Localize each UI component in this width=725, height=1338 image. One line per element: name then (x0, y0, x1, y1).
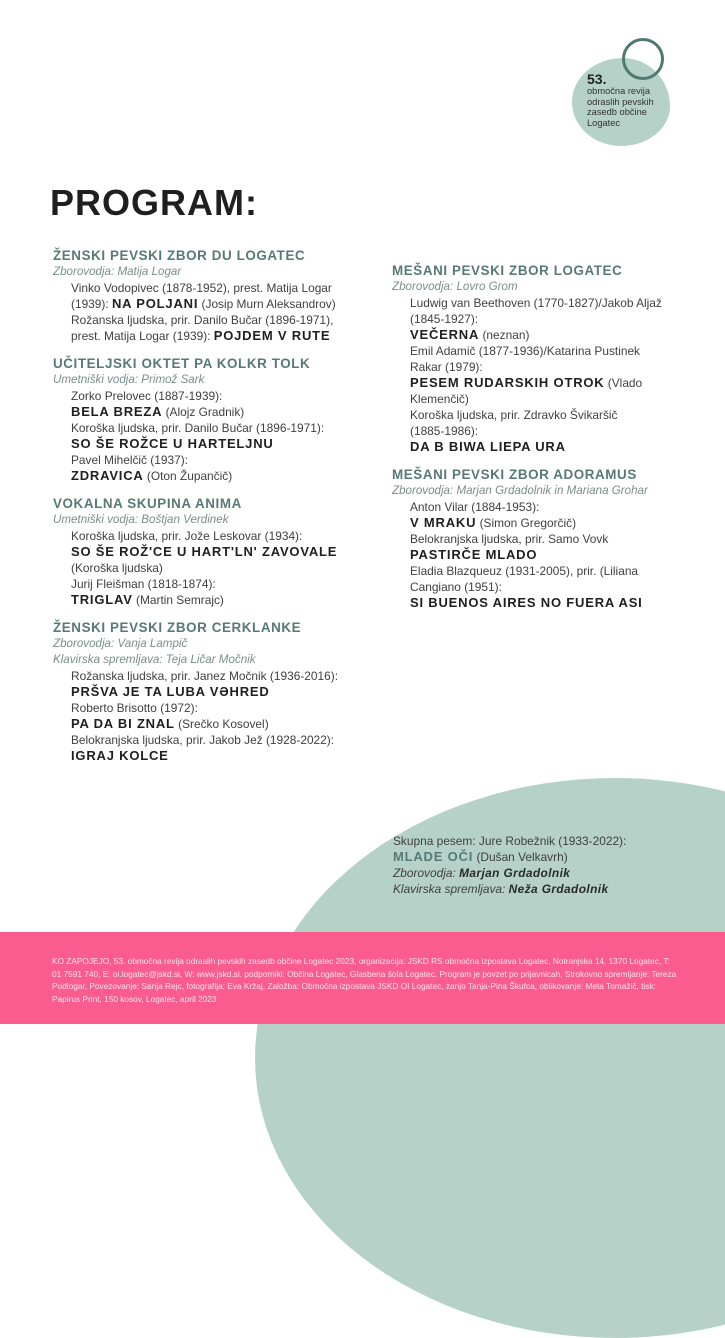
repertoire-list (53, 668, 373, 764)
song-lyricist: (Alojz Gradnik) (162, 405, 245, 419)
composer-info: Belokranjska ljudska, prir. Samo Vovk (410, 532, 609, 546)
ensemble-name: UČITELJSKI OKTET PA KOLKR TOLK (53, 356, 311, 371)
repertoire-line (71, 388, 373, 404)
repertoire-line (71, 732, 373, 748)
repertoire-list (392, 295, 692, 455)
ensemble-name: ŽENSKI PEVSKI ZBOR DU LOGATEC (53, 248, 306, 263)
repertoire-line (410, 375, 692, 391)
repertoire-line (410, 295, 692, 311)
program-right-column (392, 262, 692, 622)
song-title: PASTIRČE MLADO (410, 547, 538, 562)
composer-info: Rakar (1979): (410, 360, 483, 374)
repertoire-line (410, 359, 692, 375)
song-lyricist: (Simon Gregorčič) (476, 516, 577, 530)
ensemble-role: Umetniški vodja: Boštjan Verdinek (53, 513, 229, 526)
repertoire-line (410, 531, 692, 547)
joint-song-title: MLADE OČI (393, 849, 474, 864)
ensemble-role: Klavirska spremljava: Teja Ličar Močnik (53, 653, 256, 666)
ensemble-name: ŽENSKI PEVSKI ZBOR CERKLANKE (53, 620, 302, 635)
composer-info: Emil Adamič (1877-1936)/Katarina Pustinek (410, 344, 641, 358)
repertoire-line (410, 579, 692, 595)
song-title: PRŠVA JE TA LUBA VƏHRED (71, 684, 270, 699)
badge-line: Logatec (587, 117, 621, 128)
song-lyricist: (Srečko Kosovel) (174, 717, 269, 731)
repertoire-line (71, 280, 373, 296)
repertoire-list (53, 528, 373, 608)
song-title: TRIGLAV (71, 592, 133, 607)
ensemble-name: MEŠANI PEVSKI ZBOR ADORAMUS (392, 467, 637, 482)
repertoire-line (71, 544, 373, 560)
song-title: SO ŠE ROŽ'CE U HART'LN' ZAVOVALE (71, 544, 338, 559)
composer-info: Pavel Mihelčič (1937): (71, 453, 188, 467)
repertoire-line (410, 391, 692, 407)
repertoire-list (53, 280, 373, 344)
composer-info: Anton Vilar (1884-1953): (410, 500, 540, 514)
ensemble-role: Zborovodja: Lovro Grom (392, 280, 518, 293)
song-title: PESEM RUDARSKIH OTROK (410, 375, 605, 390)
song-title: DA B BIWA LIEPA URA (410, 439, 566, 454)
joint-piano-line (393, 881, 673, 897)
composer-info: (1845-1927): (410, 312, 479, 326)
repertoire-line (71, 592, 373, 608)
composer-info: Cangiano (1951): (410, 580, 502, 594)
repertoire-line (71, 420, 373, 436)
composer-info: Klemenčič) (410, 392, 469, 406)
ensemble-name: MEŠANI PEVSKI ZBOR LOGATEC (392, 263, 623, 278)
repertoire-line (71, 684, 373, 700)
badge-line: zasedb občine (587, 107, 647, 117)
composer-info: (1939): (71, 297, 112, 311)
program-left-column (53, 247, 373, 775)
composer-info: Belokranjska ljudska, prir. Jakob Jež (1928-2022): (71, 733, 335, 747)
composer-info: Rožanska ljudska, prir. Danilo Bučar (1896-1971), (71, 313, 334, 327)
song-title: POJDEM V RUTE (213, 328, 331, 343)
song-lyricist: (neznan) (479, 328, 530, 342)
badge-number: 53. (587, 71, 607, 87)
ensemble-block (53, 247, 373, 344)
repertoire-line (410, 327, 692, 343)
ensemble-block (53, 495, 373, 608)
repertoire-line (71, 700, 373, 716)
composer-info: Koroška ljudska, prir. Jože Leskovar (1934): (71, 529, 303, 543)
footer-credits: KO ZAPOJEJO, 53. območna revija odraslih pevskih zasedb občine Logatec 2023, organizacija: JSKD RS območna izpostava Logatec, Notranjska 14, 1370 Logatec, T: 01 7591 740, E: oi.logatec@jskd.si, W: www.jskd.si. podporniki: Občina Logatec, Glasbena šola Logatec. Program je povzet po prijavnicah, Strokovno spremljanje: Tereza Podlogar, Povezovanje: Sanja Rejc, fotografija: Eva Kržaj, Založba: Območna izpostava JSKD OI Logatec, zanjo Tanja-Pina Škufca, oblikovanje: Meta Tomažič, tisk: Papirus Print, 150 kosov, Logatec, april 2023 (52, 956, 677, 1004)
repertoire-line (410, 547, 692, 563)
repertoire-line (71, 296, 373, 312)
repertoire-list (53, 388, 373, 484)
composer-info: Zorko Prelovec (1887-1939): (71, 389, 223, 403)
song-lyricist: (Martin Semrajc) (132, 593, 224, 607)
piano-label: Klavirska spremljava: (393, 882, 509, 896)
composer-info: (Koroška ljudska) (71, 561, 163, 575)
ensemble-role: Zborovodja: Matija Logar (53, 265, 182, 278)
ensemble-role: Zborovodja: Vanja Lampič (53, 637, 188, 650)
ensemble-block (53, 619, 373, 764)
song-title: ZDRAVICA (71, 468, 144, 483)
ensemble-block (392, 466, 692, 611)
badge-line: območna revija (587, 86, 651, 96)
repertoire-list (392, 499, 692, 611)
repertoire-line (71, 312, 373, 328)
event-badge (587, 72, 677, 128)
ensemble-block (392, 262, 692, 455)
joint-song-intro: Skupna pesem: Jure Robežnik (1933-2022): (393, 834, 627, 848)
repertoire-line (71, 748, 373, 764)
repertoire-line (71, 468, 373, 484)
repertoire-line (71, 576, 373, 592)
repertoire-line (71, 436, 373, 452)
conductor-name: Marjan Grdadolnik (459, 866, 571, 880)
composer-info: Rožanska ljudska, prir. Janez Močnik (1936-2016): (71, 669, 339, 683)
repertoire-line (410, 423, 692, 439)
song-title: SI BUENOS AIRES NO FUERA ASI (410, 595, 643, 610)
composer-info: Roberto Brisotto (1972): (71, 701, 198, 715)
repertoire-line (71, 452, 373, 468)
song-lyricist: (Oton Župančič) (143, 469, 233, 483)
repertoire-line (71, 328, 373, 344)
joint-song-author: (Dušan Velkavrh) (473, 850, 568, 864)
composer-info: (1885-1986): (410, 424, 479, 438)
repertoire-line (410, 595, 692, 611)
song-title: V MRAKU (410, 515, 477, 530)
song-title: BELA BREZA (71, 404, 163, 419)
composer-info: Jurij Fleišman (1818-1874): (71, 577, 216, 591)
repertoire-line (410, 499, 692, 515)
joint-song-line (393, 849, 673, 865)
repertoire-line (410, 343, 692, 359)
song-title: SO ŠE ROŽCE U HARTELJNU (71, 436, 274, 451)
repertoire-line (410, 311, 692, 327)
ensemble-name: VOKALNA SKUPINA ANIMA (53, 496, 242, 511)
repertoire-line (410, 563, 692, 579)
repertoire-line (71, 404, 373, 420)
joint-conductor-line (393, 865, 673, 881)
composer-info: Ludwig van Beethoven (1770-1827)/Jakob Aljaž (410, 296, 662, 310)
song-lyricist: (Vlado (604, 376, 643, 390)
repertoire-line (410, 407, 692, 423)
repertoire-line (71, 716, 373, 732)
composer-info: Vinko Vodopivec (1878-1952), prest. Matija Logar (71, 281, 332, 295)
composer-info: Koroška ljudska, prir. Zdravko Švikaršič (410, 408, 618, 422)
repertoire-line (71, 528, 373, 544)
song-title: NA POLJANI (111, 296, 199, 311)
song-title: IGRAJ KOLCE (71, 748, 169, 763)
conductor-label: Zborovodja: (393, 866, 460, 880)
page-title: PROGRAM: (50, 182, 258, 223)
composer-info: Koroška ljudska, prir. Danilo Bučar (1896-1971): (71, 421, 325, 435)
ensemble-block (53, 355, 373, 484)
repertoire-line (71, 560, 373, 576)
repertoire-line (410, 439, 692, 455)
joint-song-section (393, 833, 673, 897)
piano-name: Neža Grdadolnik (508, 882, 609, 896)
composer-info: prest. Matija Logar (1939): (71, 329, 214, 343)
repertoire-line (410, 515, 692, 531)
repertoire-line (71, 668, 373, 684)
ensemble-role: Umetniški vodja: Primož Sark (53, 373, 205, 386)
composer-info: Eladia Blazqueuz (1931-2005), prir. (Liliana (410, 564, 639, 578)
ensemble-role: Zborovodja: Marjan Grdadolnik in Mariana Grohar (392, 484, 648, 497)
song-title: PA DA BI ZNAL (71, 716, 175, 731)
song-lyricist: (Josip Murn Aleksandrov) (198, 297, 336, 311)
song-title: VEČERNA (410, 327, 480, 342)
badge-line: odraslih pevskih (587, 96, 654, 107)
